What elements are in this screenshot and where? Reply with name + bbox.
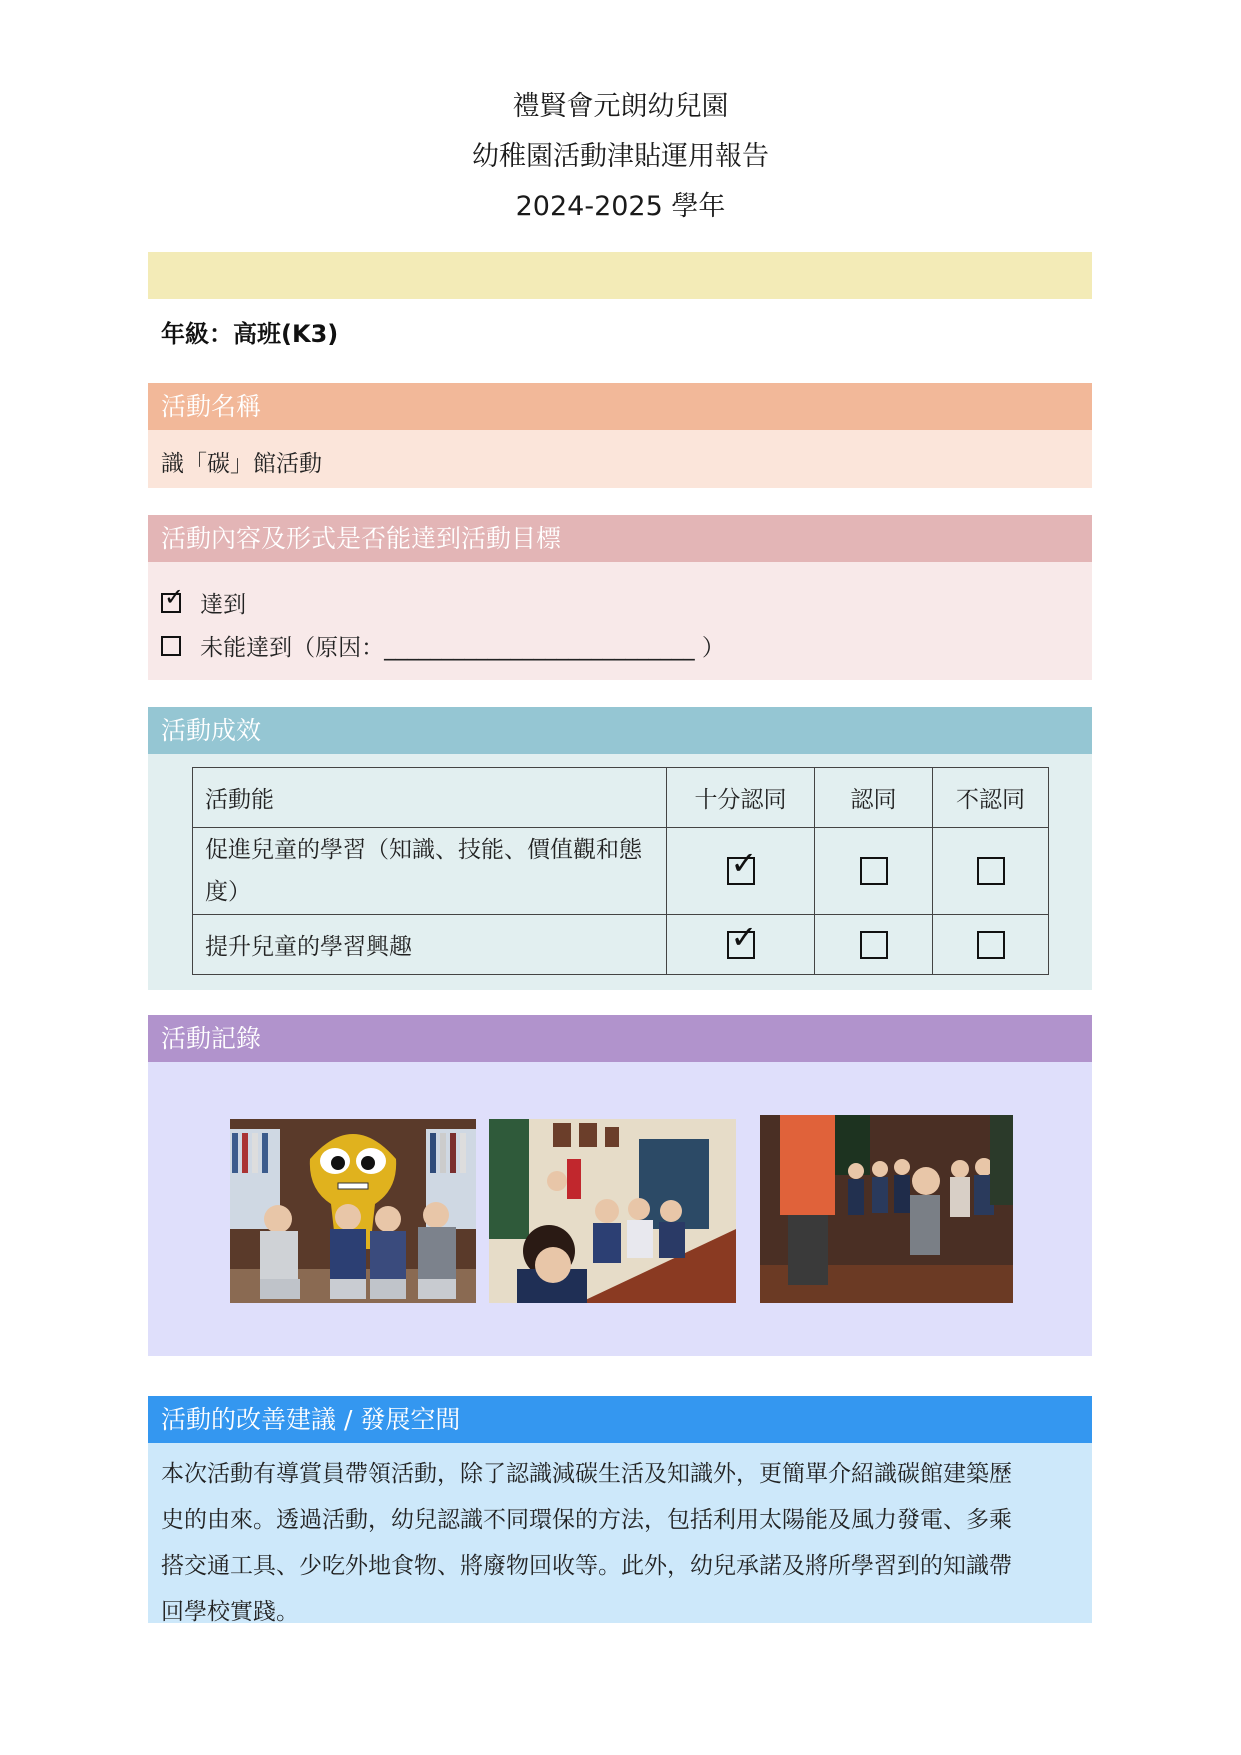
photo-mascot-group-image (230, 1119, 476, 1303)
improvement-body (148, 1443, 1092, 1623)
yellow-band (148, 252, 1092, 299)
improvement-header: 活動的改善建議 / 發展空間 (148, 1396, 1092, 1443)
report-title: 幼稚園活動津貼運用報告 (472, 141, 769, 172)
column-header: 認同 (815, 768, 933, 828)
records-header: 活動記錄 (148, 1015, 1092, 1062)
cell-disagree (933, 915, 1049, 975)
improvement-line: 回學校實踐。 (161, 1599, 299, 1625)
checked-box-icon: ✓ (727, 857, 755, 885)
cell-disagree (933, 828, 1049, 915)
photo-mascot-group (230, 1119, 476, 1303)
table-header-row (193, 768, 1049, 828)
goal-option-label: 達到 (200, 592, 247, 618)
empty-box-icon (860, 931, 888, 959)
activity-name-value: 識「碳」館活動 (161, 451, 322, 477)
goal-option-not-achieved (161, 629, 725, 662)
effectiveness-header: 活動成效 (148, 707, 1092, 754)
goal-option-achieved (161, 582, 247, 619)
empty-box-icon (977, 857, 1005, 885)
column-header: 不認同 (933, 768, 1049, 828)
row-label: 促進兒童的學習（知識、技能、價值觀和態度） (193, 828, 667, 915)
cell-agree (815, 828, 933, 915)
column-header: 十分認同 (667, 768, 815, 828)
photo-guide-children (760, 1115, 1013, 1303)
table-row (193, 828, 1049, 915)
effectiveness-table (192, 767, 1049, 975)
improvement-line: 本次活動有導賞員帶領活動，除了認識減碳生活及知識外，更簡單介紹識碳館建築歷 (161, 1461, 1012, 1487)
row-label: 提升兒童的學習興趣 (193, 915, 667, 975)
school-year: 2024-2025 學年 (515, 191, 726, 222)
cell-agree (815, 915, 933, 975)
grade-label: 年級：高班(K3) (161, 320, 339, 348)
goal-header: 活動內容及形式是否能達到活動目標 (148, 515, 1092, 562)
improvement-line: 搭交通工具、少吃外地食物、將廢物回收等。此外，幼兒承諾及將所學習到的知識帶 (161, 1553, 1012, 1579)
empty-box-icon (161, 636, 181, 656)
table-row (193, 915, 1049, 975)
improvement-line: 史的由來。透過活動，幼兒認識不同環保的方法，包括利用太陽能及風力發電、多乘 (161, 1507, 1012, 1533)
photo-classroom-children-image (489, 1119, 736, 1303)
photo-classroom-children (489, 1119, 736, 1303)
activity-name-body (148, 430, 1092, 488)
empty-box-icon (860, 857, 888, 885)
checked-box-icon: ✓ (727, 931, 755, 959)
school-name: 禮賢會元朗幼兒園 (512, 91, 729, 122)
photo-guide-children-image (760, 1115, 1013, 1303)
checked-box-icon: ✓ (161, 593, 181, 613)
column-header: 活動能 (193, 768, 667, 828)
empty-box-icon (977, 931, 1005, 959)
activity-name-header: 活動名稱 (148, 383, 1092, 430)
goal-body (148, 562, 1092, 680)
goal-option-label: 未能達到（原因：___________________________ ） (200, 635, 725, 661)
cell-strongly-agree (667, 828, 815, 915)
cell-strongly-agree (667, 915, 815, 975)
